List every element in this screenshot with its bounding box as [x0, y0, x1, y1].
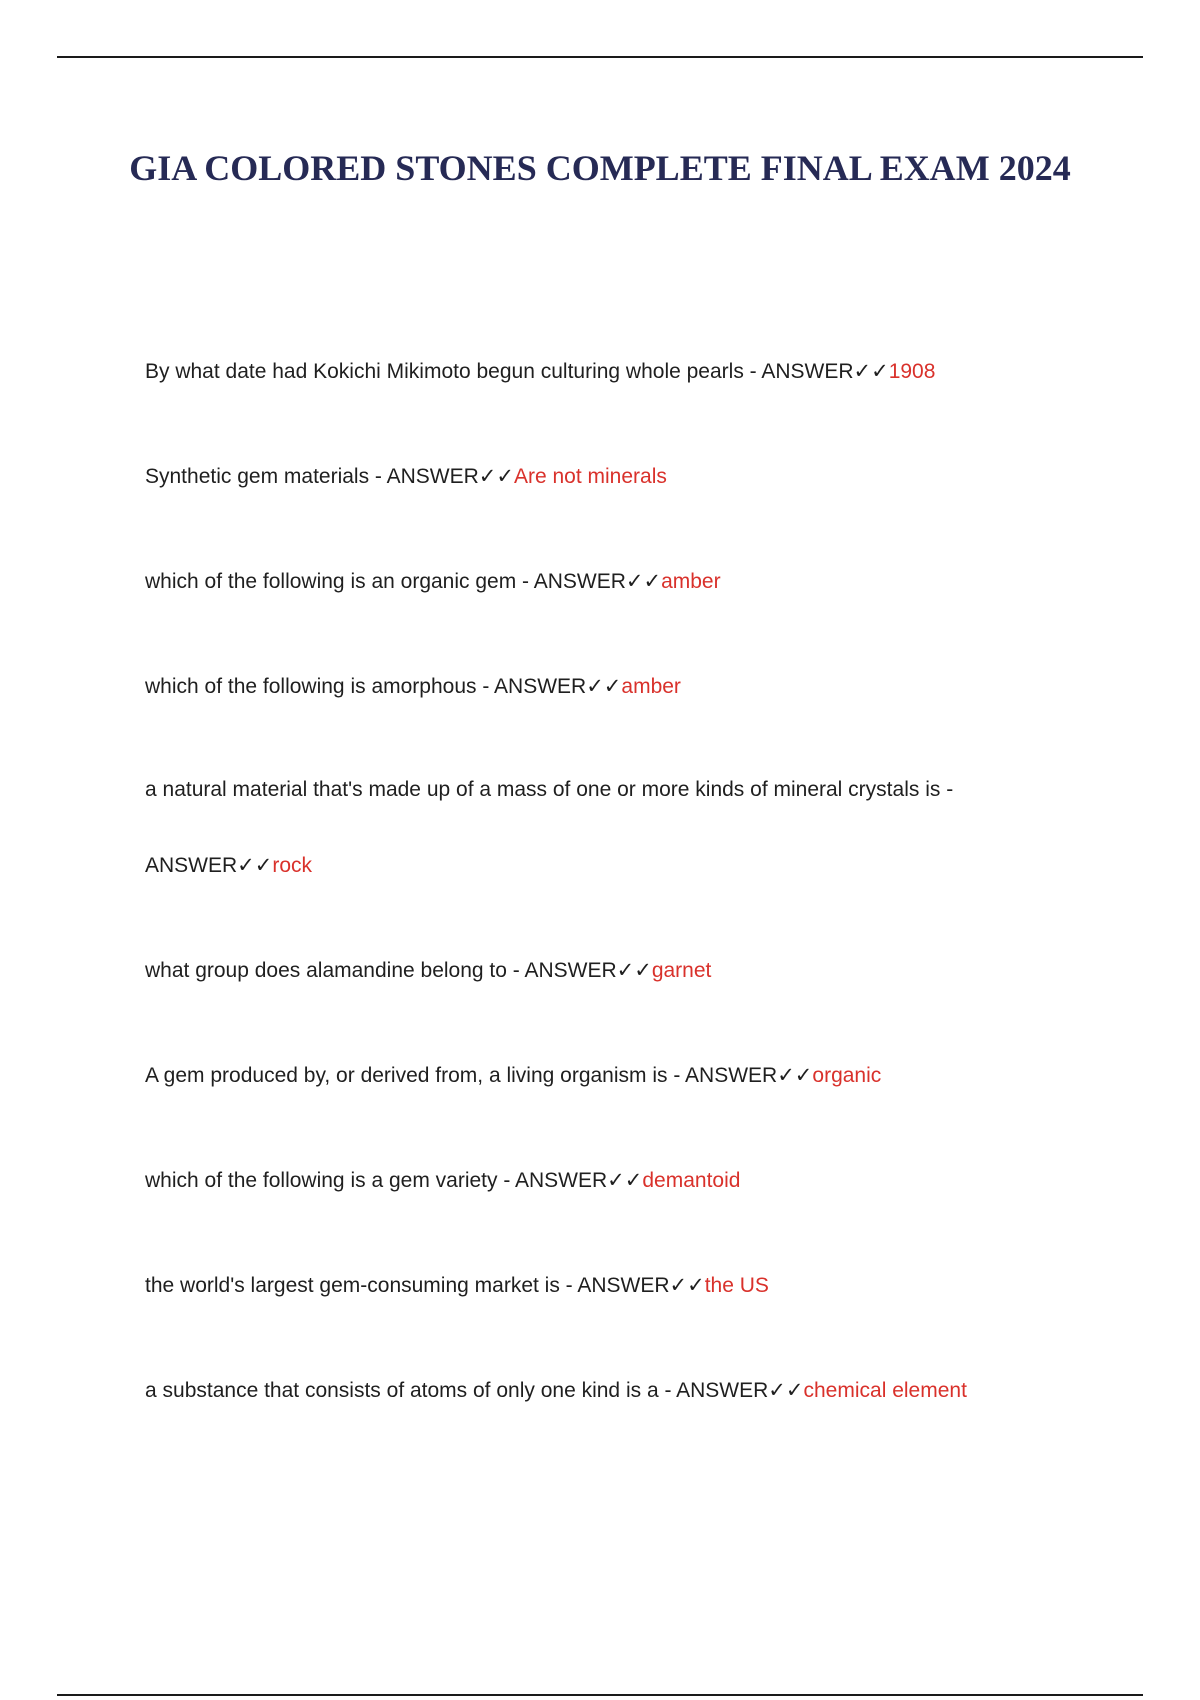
qa-item	[145, 1143, 1045, 1219]
answer-text: amber	[621, 675, 681, 698]
answer-text: Are not minerals	[513, 465, 667, 488]
question-text: which of the following is a gem variety	[145, 1169, 498, 1192]
bottom-rule	[57, 1694, 1143, 1696]
answer-marker: - ANSWER✓✓	[516, 570, 662, 593]
question-text: a natural material that's made up of a mass of one or more kinds of mineral crystals is	[145, 778, 941, 801]
answer-marker: - ANSWER✓✓	[506, 959, 652, 982]
qa-item	[145, 752, 1045, 904]
answer-text: demantoid	[642, 1169, 741, 1192]
question-text: a substance that consists of atoms of only one kind is a	[145, 1379, 659, 1402]
question-text: A gem produced by, or derived from, a living organism is	[145, 1064, 668, 1087]
qa-item	[145, 544, 1045, 620]
answer-marker: - ANSWER✓✓	[369, 465, 514, 488]
answer-text: 1908	[888, 360, 936, 383]
qa-item	[145, 649, 1045, 725]
question-text: By what date had Kokichi Mikimoto begun culturing whole pearls	[145, 360, 744, 383]
answer-marker: - ANSWER✓✓	[497, 1169, 643, 1192]
answer-marker: - ANSWER✓✓	[743, 360, 889, 383]
answer-text: organic	[812, 1064, 882, 1087]
qa-item	[145, 1353, 1045, 1429]
answer-marker: - ANSWER✓✓	[145, 778, 954, 877]
qa-item	[145, 1038, 1045, 1114]
qa-item	[145, 1248, 1045, 1324]
question-text: which of the following is an organic gem	[145, 570, 517, 593]
answer-text: rock	[272, 854, 313, 877]
qa-item	[145, 439, 1045, 515]
qa-item	[145, 933, 1045, 1009]
answer-marker: - ANSWER✓✓	[559, 1274, 705, 1297]
question-text: what group does alamandine belong to	[145, 959, 507, 982]
answer-text: chemical element	[803, 1379, 967, 1402]
question-text: Synthetic gem materials	[145, 465, 370, 488]
answer-marker: - ANSWER✓✓	[658, 1379, 804, 1402]
answer-marker: - ANSWER✓✓	[667, 1064, 813, 1087]
document-title: GIA COLORED STONES COMPLETE FINAL EXAM 2024	[129, 148, 1071, 188]
question-text: which of the following is amorphous	[145, 675, 477, 698]
answer-text: the US	[704, 1274, 769, 1297]
answer-text: amber	[661, 570, 721, 593]
qa-item	[145, 334, 1045, 410]
top-rule	[57, 56, 1143, 58]
answer-text: garnet	[651, 959, 712, 982]
answer-marker: - ANSWER✓✓	[476, 675, 622, 698]
question-text: the world's largest gem-consuming market is	[145, 1274, 560, 1297]
